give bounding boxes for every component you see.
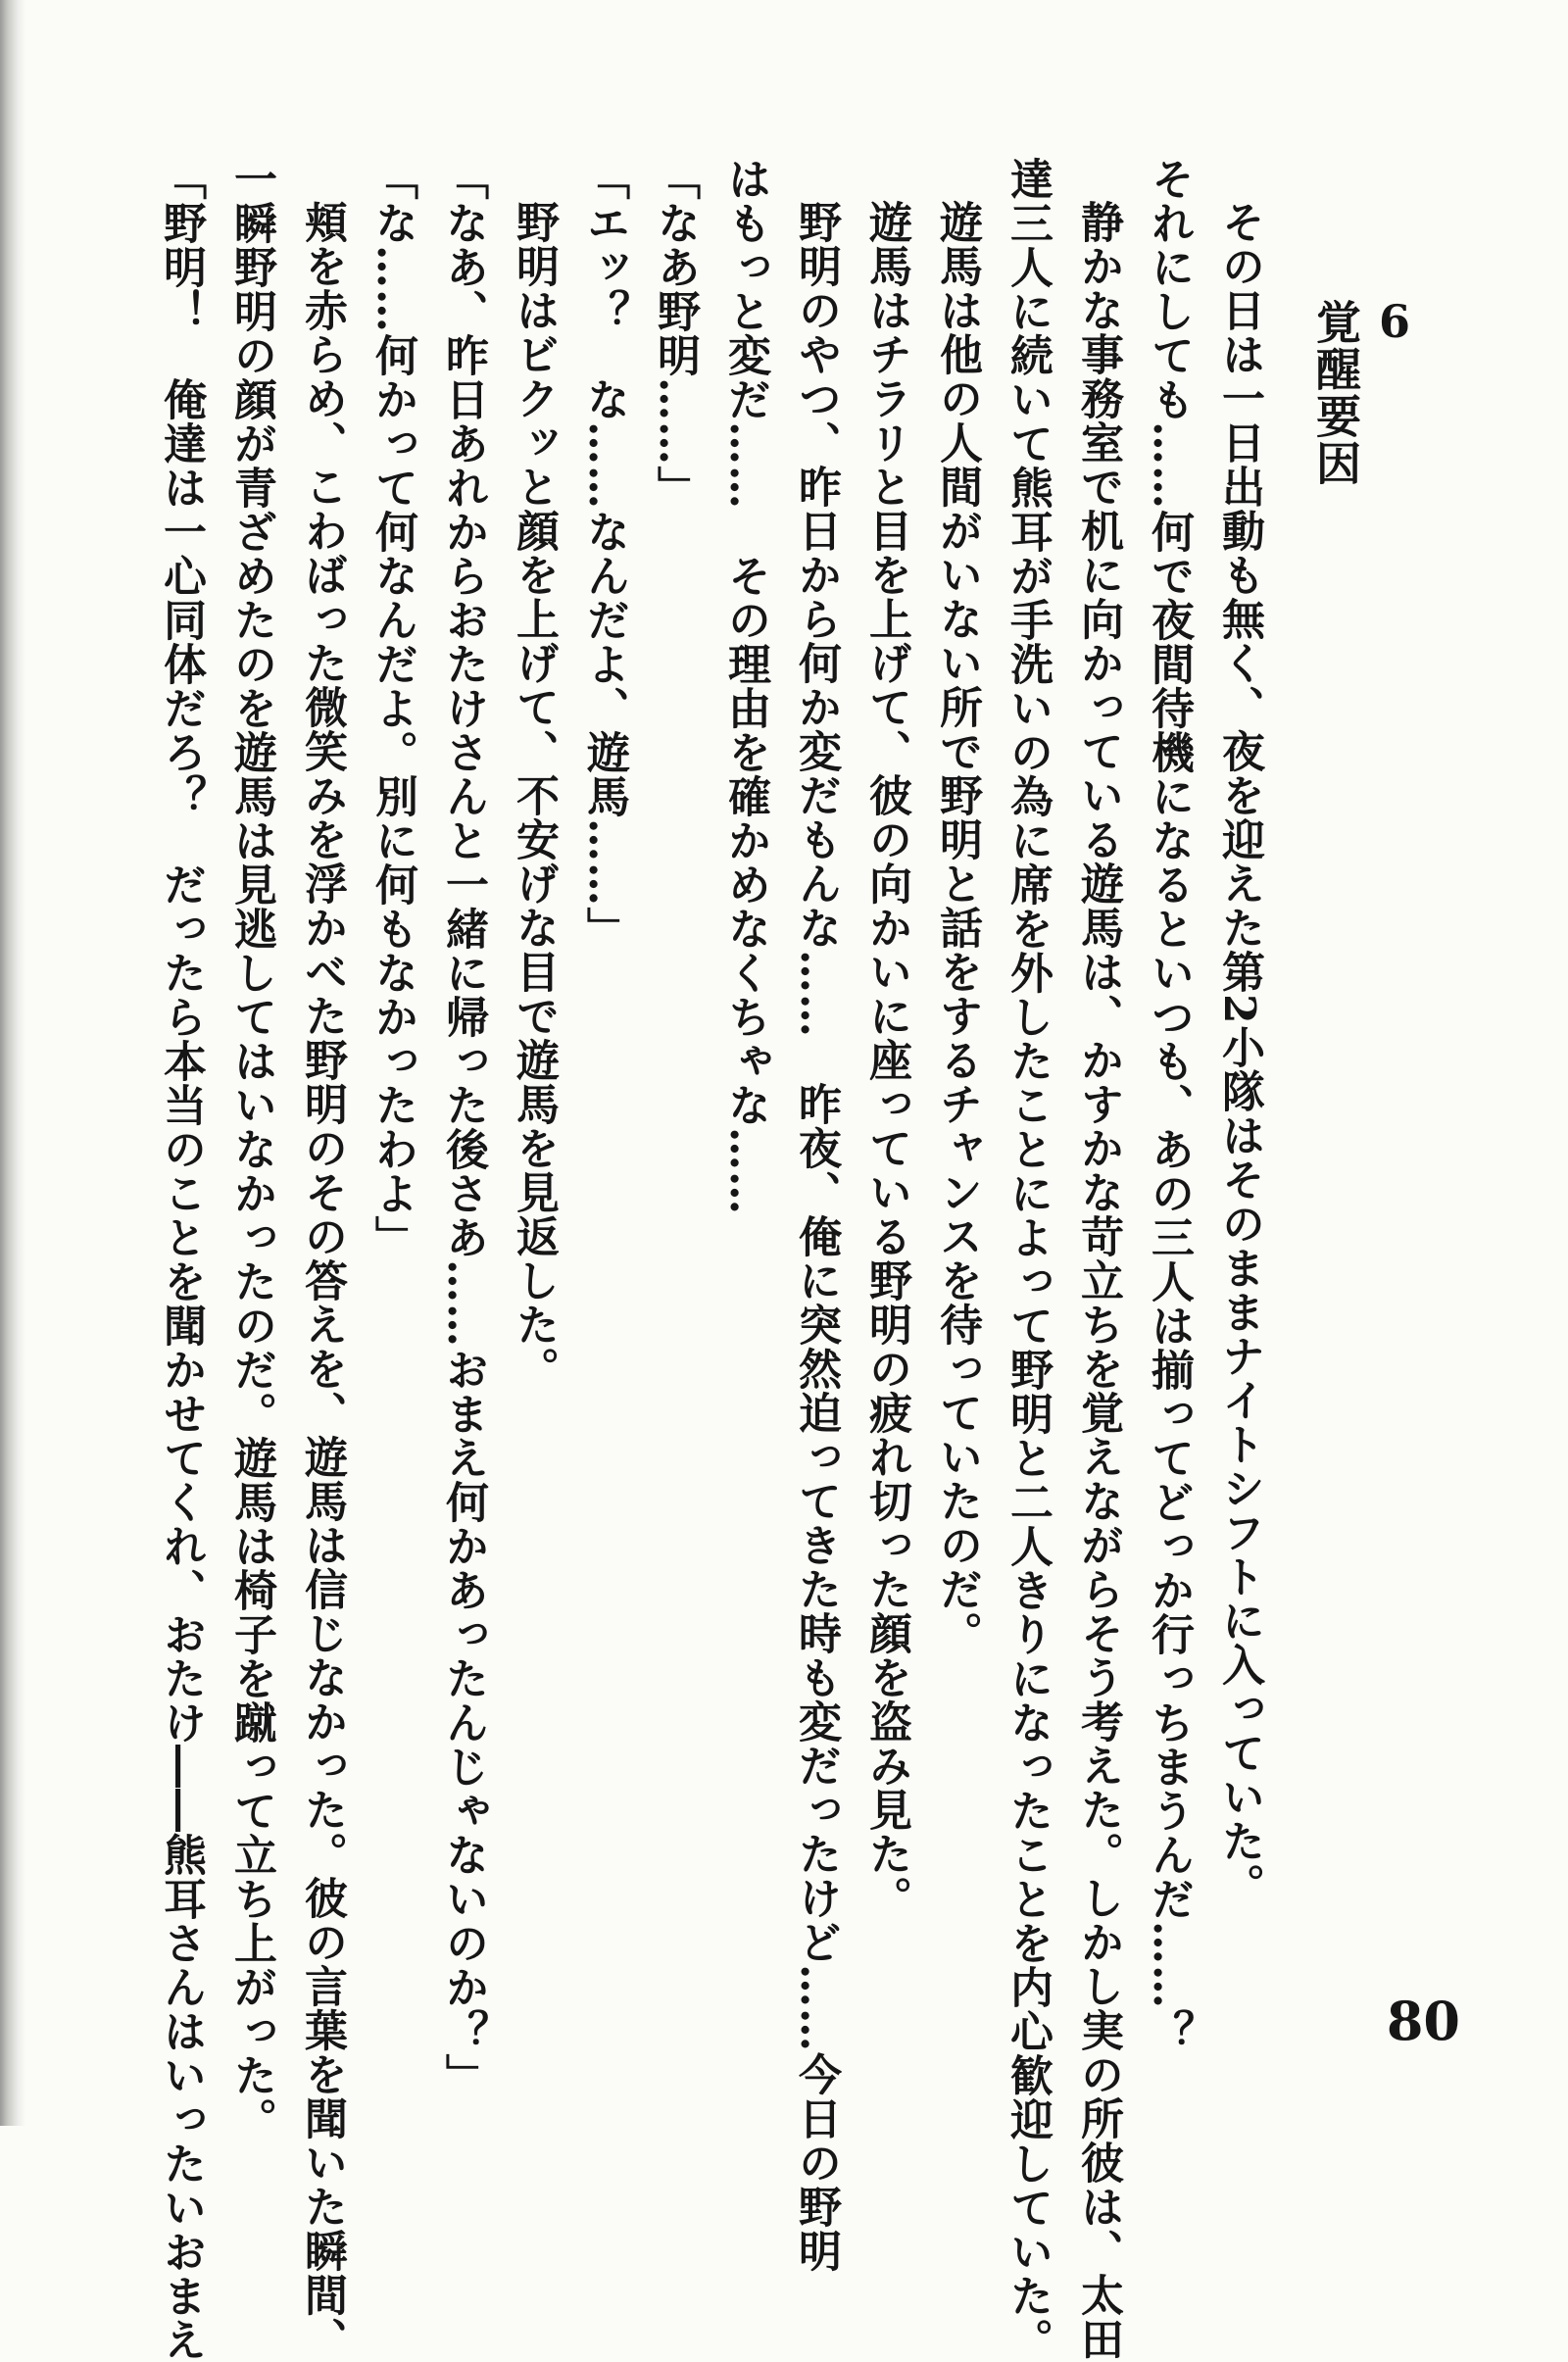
text-line: 遊馬はチラリと目を上げて、彼の向かいに座っている野明の疲れ切った顔を盗み見た。	[861, 200, 911, 1920]
text-line: 「エッ？ な……なんだよ、遊馬……」	[579, 157, 629, 951]
text-line: 達三人に続いて熊耳が手洗いの為に席を外したことによって野明と二人きりになったことを内心歓迎していた。	[1003, 157, 1053, 2362]
text-line: その日は一日出動も無く、夜を迎えた第2小隊はそのままナイトシフトに入っていた。	[1214, 200, 1264, 1907]
text-line: 頬を赤らめ、こわばった微笑みを浮かべた野明のその答えを、遊馬は信じなかった。彼の言葉を聞いた瞬間、	[297, 200, 347, 2361]
body-text	[145, 157, 1274, 2362]
text-line: 野明のやつ、昨日から何か変だもんな…… 昨夜、俺に突然迫ってきた時も変だったけど……今日の野明	[791, 200, 841, 2273]
text-line: 「な……何かって何なんだよ。別に何もなかったわよ」	[368, 157, 417, 1259]
text-line: 野明はビクッと顔を上げて、不安げな目で遊馬を見返した。	[509, 200, 559, 1391]
text-line: 静かな事務室で机に向かっている遊馬は、かすかな苛立ちを覚えながらそう考えた。しかし実の所彼は、太田	[1073, 200, 1123, 2361]
text-line: 一瞬野明の顔が青ざめたのを遊馬は見逃してはいなかったのだ。遊馬は椅子を蹴って立ち上がった。	[226, 157, 276, 2141]
text-line: はもっと変だ…… その理由を確かめなくちゃな……	[720, 157, 770, 1215]
chapter-heading	[1303, 299, 1421, 487]
scan-edge-shadow	[0, 0, 25, 2126]
chapter-title: 覚醒要因	[1309, 299, 1362, 487]
text-line: 「なあ、昨日あれからおたけさんと一緒に帰った後さあ……おまえ何かあったんじゃないのか？」	[438, 157, 488, 2097]
text-line: 「野明！ 俺達は一心同体だろ？ だったら本当のことを聞かせてくれ、おたけ――熊耳さんはいったいおまえ	[156, 157, 206, 2362]
page-number: 80	[1386, 1990, 1460, 2052]
text-line: それにしても……何で夜間待機になるといつも、あの三人は揃ってどっか行っちまうんだ……？	[1144, 157, 1194, 2053]
chapter-number: 6	[1378, 299, 1410, 344]
text-line: 「なあ野明……」	[650, 157, 700, 510]
text-line: 遊馬は他の人間がいない所で野明と話をするチャンスを待っていたのだ。	[932, 200, 982, 1655]
